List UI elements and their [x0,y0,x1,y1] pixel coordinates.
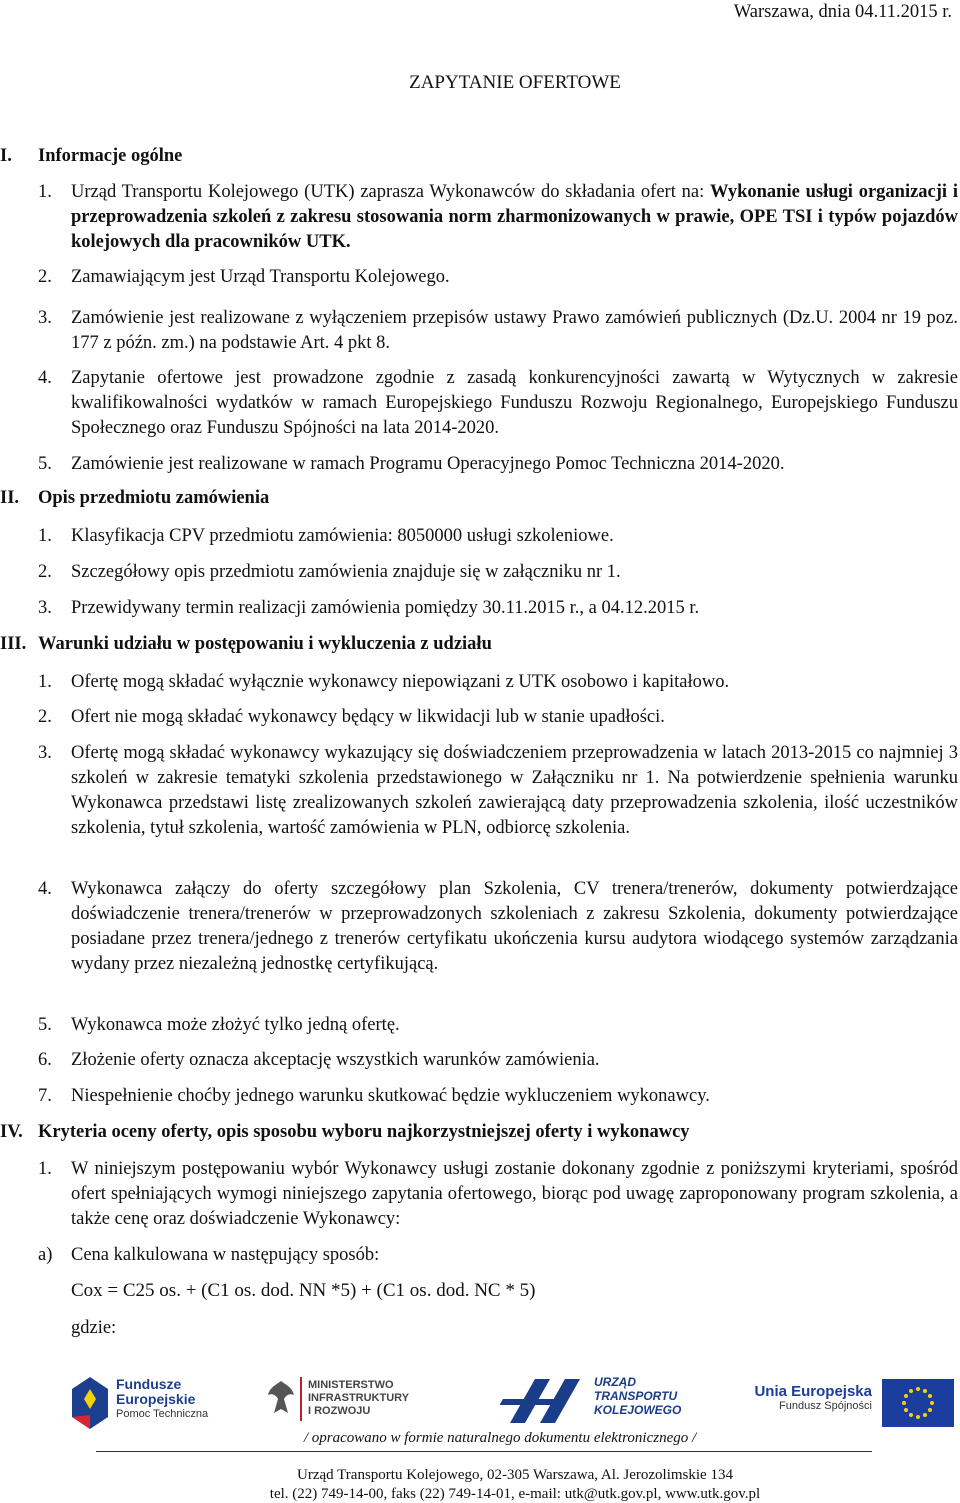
fundusze-europejskie-logo [70,1373,220,1433]
section-title: Opis przedmiotu zamówienia [38,488,270,508]
fe-line2: Europejskie [116,1391,196,1407]
item-text: Zamówienie jest realizowane z wyłączeniem przepisów ustawy Prawo zamówień publicznych (Dz.U. 2004 nr 19 poz. 177 z późn. zm.) na podstawie Art. 4 pkt 8. [71,308,958,353]
where-label: gdzie: [71,1318,117,1338]
list-item [38,596,958,621]
item-number: 1. [38,526,52,546]
section-number: I. [0,146,12,166]
footer-contact: tel. (22) 749-14-00, faks (22) 749-14-01, e-mail: utk@utk.gov.pl, www.utk.gov.pl [269,1486,761,1502]
list-item [38,1157,958,1232]
list-item [38,524,958,549]
item-number: 3. [38,743,52,763]
eagle-emblem-icon [266,1377,296,1421]
item-text: Zapytanie ofertowe jest prowadzone zgodnie z zasadą konkurencyjności zawartą w Wytycznych w zakresie kwalifikowalności wydatków w ramach Europejskiego Funduszu Rozwoju Regionalnego, Europejskiego Funduszu Społecznego oraz Funduszu Spójności na lata 2014-2020. [71,368,958,438]
item-text: Ofertę mogą składać wyłącznie wykonawcy niepowiązani z UTK osobowo i kapitałowo. [71,672,730,692]
item-text: Ofertę mogą składać wykonawcy wykazujący się doświadczeniem przeprowadzenia w latach 2013-2015 co najmniej 3 szkoleń w zakresie tematyki szkolenia przedstawionego w Załączniku nr 1. Na potwierdzenie spełnienia warunku Wykonawca przedstawi listę zrealizowanych szkoleń zawierającą daty przeprowadzenia szkolenia, ilość uczestników szkolenia, tytuł szkolenia, wartość zamówienia w PLN, odbiorcę szkolenia. [71,743,958,838]
list-item [38,741,958,841]
list-item [38,1048,958,1073]
fe-line1: Fundusze [116,1376,182,1392]
list-item [38,180,958,255]
fe-star-icon [70,1375,110,1431]
logo-strip [0,1365,960,1437]
item-text: Wykonawca załączy do oferty szczegółowy plan Szkolenia, CV trenera/trenerów, dokumenty potwierdzające doświadczenie trenera/trenerów w przeprowadzonych szkoleniach z zakresu Szkolenia, dokumenty potwierdzające posiadane przez trenera/jednego z trenerów certyfikatu ukończenia kursu audytora wiodącego systemów zarządzania wydany przez niezależną jednostkę certyfikującą. [71,879,958,974]
item-text [71,180,958,255]
item-number: a) [38,1245,53,1265]
section-heading-3 [0,634,492,655]
item-text: Wykonawca może złożyć tylko jedną ofertę. [71,1015,400,1035]
section-title: Kryteria oceny oferty, opis sposobu wyboru najkorzystniejszej oferty i wykonawcy [38,1122,690,1142]
section-heading-4 [0,1122,690,1143]
utk-line2: TRANSPORTU [594,1389,678,1403]
document-title: ZAPYTANIE OFERTOWE [409,72,621,93]
footer-address: Urząd Transportu Kolejowego, 02-305 Warszawa, Al. Jerozolimskie 134 [297,1467,733,1483]
item-text: Zamówienie jest realizowane w ramach Programu Operacyjnego Pomoc Techniczna 2014-2020. [71,454,785,474]
section-number: IV. [0,1122,23,1142]
item-text: Ofert nie mogą składać wykonawcy będący w likwidacji lub w stanie upadłości. [71,707,665,727]
item-text: W niniejszym postępowaniu wybór Wykonawcy usługi zostanie dokonany zgodnie z poniższymi kryteriami, spośród ofert spełniających wymogi niniejszego zapytania ofertowego, biorąc pod uwagę zaproponowany program szkolenia, a także cenę oraz doświadczenie Wykonawcy: [71,1159,958,1229]
section-heading-2 [0,488,269,509]
list-item [38,452,958,477]
item-number: 3. [38,308,52,328]
eu-flag-icon [882,1379,954,1427]
item-number: 5. [38,454,52,474]
item-text: Przewidywany termin realizacji zamówienia pomiędzy 30.11.2015 r., a 04.12.2015 r. [71,598,700,618]
document-date: Warszawa, dnia 04.11.2015 r. [733,2,952,22]
item-number: 1. [38,1159,52,1179]
list-item [38,1243,958,1268]
list-item [38,877,958,977]
electronic-document-note: / opracowano w formie naturalnego dokumentu elektronicznego / [303,1430,697,1446]
list-item [38,306,958,356]
item-number: 5. [38,1015,52,1035]
item-text: Zamawiającym jest Urząd Transportu Kolejowego. [71,267,450,287]
item-number: 3. [38,598,52,618]
min-line2: INFRASTRUKTURY [308,1392,410,1404]
list-item [38,670,958,695]
item-number: 2. [38,267,52,287]
ministerstwo-logo [266,1377,436,1431]
section-title: Informacje ogólne [38,146,183,166]
fe-line3: Pomoc Techniczna [116,1408,209,1420]
utk-logo [500,1369,700,1433]
item-number: 2. [38,707,52,727]
item-text: Złożenie oferty oznacza akceptację wszystkich warunków zamówienia. [71,1050,600,1070]
utk-line1: URZĄD [594,1375,636,1389]
list-item [38,265,958,290]
unia-europejska-logo [746,1379,958,1431]
item-number: 4. [38,368,52,388]
section-number: II. [0,488,20,508]
list-item [38,1084,958,1109]
min-line1: MINISTERSTWO [308,1379,394,1391]
item-number: 1. [38,182,52,202]
item-number: 7. [38,1086,52,1106]
section-title: Warunki udziału w postępowaniu i wykluczenia z udziału [38,634,492,654]
item-number: 2. [38,562,52,582]
item-text: Szczegółowy opis przedmiotu zamówienia znajduje się w załączniku nr 1. [71,562,621,582]
item-number: 1. [38,672,52,692]
item-number: 4. [38,879,52,899]
item-text-bold: Wykonanie usługi organizacji i przeprowadzenia szkoleń z zakresu stosowania norm zharmonizowanych w prawie, OPE TSI i typów pojazdów kolejowych dla pracowników UTK. [71,182,958,252]
min-line3: I ROZWOJU [308,1405,371,1417]
section-heading-1 [0,146,182,167]
ue-line2: Fundusz Spójności [779,1400,872,1412]
utk-line3: KOLEJOWEGO [594,1403,682,1417]
utk-emblem-icon [500,1373,590,1429]
list-item [38,560,958,585]
list-item [38,366,958,441]
list-item [38,1013,958,1038]
item-number: 6. [38,1050,52,1070]
price-formula: Cox = C25 os. + (C1 os. dod. NN *5) + (C1 os. dod. NC * 5) [71,1280,536,1301]
section-number: III. [0,634,27,654]
item-text: Cena kalkulowana w następujący sposób: [71,1245,380,1265]
ue-line1: Unia Europejska [754,1383,872,1400]
list-item [38,705,958,730]
footer-divider [96,1451,872,1452]
item-text: Klasyfikacja CPV przedmiotu zamówienia: 8050000 usługi szkoleniowe. [71,526,614,546]
item-text: Niespełnienie choćby jednego warunku skutkować będzie wykluczeniem wykonawcy. [71,1086,710,1106]
item-text-plain: Urząd Transportu Kolejowego (UTK) zaprasza Wykonawców do składania ofert na: [71,182,711,202]
